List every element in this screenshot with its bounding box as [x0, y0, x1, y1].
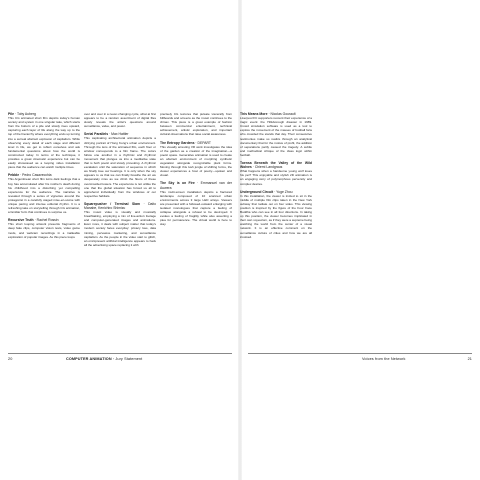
article-author: Max Hattler — [111, 132, 129, 137]
article-title: The Sky is on Fire · Emmanuel van der Auwera — [160, 181, 232, 190]
article-entry — [240, 190, 312, 239]
article-body: This CG animated short film depicts today's human society and system in one singular take, which starts from the bottom of a pile and slowly rises upward, capturing each layer of life along the way up to the top of the hierarchy where everything ends up turning into a surreal abstract explosion of capitalism. While observing every detail of each stage and different level in life, we get to reflect ourselves and ask fundamental questions about how the world is constructed today. In terms of the technique, it provides a great cinematic experience but can be easily showcased as a looping video installation piece that the audience can watch multiple times. — [8, 116, 80, 170]
article-title: Recursive Truth · Rachel Rossin — [8, 218, 59, 223]
article-body: over and over in a never-changing cycle, what at first appears to be a random assortment of digital files slowly reveals the artist's questions around surveillance, value, and power. — [84, 112, 156, 129]
article-title: Squarepusher / Terminal Slam · Daito Manabe, Kenichiro Shimizu — [84, 201, 156, 210]
text-column-4 — [240, 112, 312, 243]
article-author: Chiemi Landgraus — [254, 165, 283, 170]
article-entry — [84, 132, 156, 198]
article-body: This short looping artwork presents fragments of deep fake clips, computer vision tests, video game mods, and webcam recordings in a malleable exploration of popular images. As this piece loops — [8, 222, 80, 239]
article-body: This multi-screen installation depicts a fractured landscape composed of 10 scanned urban environments across 3 large LED arrays. Viewers are presented with a followed-outward enlarging with isolated monologues that capture a feeling of collapse alongside a refusal to be destroyed. It evokes a feeling of fragility while also asserting a plea for permanence. The virtual world is here to stay. — [160, 189, 232, 227]
article-body: This visually arresting VR work investigates the idea of the garden as a creation of the imagination—a poetic space. Generative animation is used to create an abstract environment of morphing synthetic vegetation alongside recognizable plant forms. Moving through this lush jungle of shifting forms, the viewer experiences a host of poetry—spoken and visual. — [160, 144, 232, 178]
right-page-number: 21 — [467, 357, 472, 361]
article-body: In this installation, the viewer is invited to sit in the middle of multiple film clips taken in the New York subway that radiate out on four sides. This viewing position is inspired by the figure of the Four Face Buddha who can see in all four directions. In taking up this position, the viewer becomes implicated in their own voyeurism, as if they were a supreme being watching the world from the center of a visual network. It is an effective comment on the surveillance culture of cities and how we are all involved. — [240, 193, 312, 239]
article-author: DEPART — [197, 140, 211, 145]
article-title: The Entropy Gardens · DEPART — [160, 140, 211, 145]
left-page-section: COMPUTER ANIMATION · Jury Statement — [66, 357, 143, 361]
article-title: This Means More · Nicolas Gourault — [240, 112, 296, 116]
article-author: Pedro Casavecchia — [22, 173, 52, 178]
article-author: Toby Auberg — [17, 112, 36, 116]
left-page-number: 20 — [8, 357, 13, 361]
text-column-3 — [160, 112, 232, 230]
article-body: Liverpool FC supporters recount their experience of a tragic event: the Hillsborough disaster in 1989. Crowd simulation software is used as a tool to explore the movement of the masses of football fans who crowded the stands that day. Their consecutive testimonies make us realize through an analytical documentary that for the motive of profit, the addition of separations partly caused the tragedy. A subtle and methodical critique of the class logic within football. — [240, 116, 312, 157]
article-body: What happens when a handsome young wolf loses his pet? This enjoyable and stylish 2D animation is an engaging story of polymorphous perversity and complex desires. — [240, 169, 312, 186]
article-entry — [240, 161, 312, 186]
article-author: Emmanuel van der Auwera — [160, 181, 232, 190]
article-body: This captivating architectural animation depicts a dizzying portrait of Hong Kong's urban environment. Through the lens of the animated film, each floor or window corresponds to a film frame. The colors follow one another in a rhythmic and rhythmic movement that plunges us into a meditative state that is both poetic and slowly provoking. A rhythmic escalation until the saturation of sequence in which we finally lose our bearings. It is only when the sky appears to us that we can finally breathe the air we desperately miss as we climb the floors of these overcrowded towers. The experience is not unlike the one that the global situation has forced us all to apprehend individually from the windows of our respective habitats. — [84, 136, 156, 198]
article-title: Toensa Beneath the Valley of the Wild Wolves · Chiemi Landgraus — [240, 161, 312, 170]
article-entry — [160, 141, 232, 178]
right-page-section: Voices from the Network — [362, 357, 406, 361]
left-page-footer — [8, 353, 232, 361]
article-body: This music video is visually and musically breathtaking, employing a mix of live-action footage and computer-generated images and animations. Even more, it deals with subject matter that today's modern society faces everyday: privacy loss, data mining, pervasive marketing, and surveillance capitalism. As the people in the video start to glitch, an omnipresent artificial intelligence appears to hack all the advertising space replacing it with — [84, 210, 156, 247]
article-author: Rachel Rossin — [36, 218, 59, 223]
article-author: Daito Manabe, Kenichiro Shimizu — [84, 201, 156, 210]
article-body: precisely CG textures that pulsate viscerally from billboards and screens as the music continues to the climax. This piece is a great example of fashion between commercial entertainment, technical achievement, artistic exploration, and important cultural observations that raise social awareness. — [160, 112, 232, 137]
article-entry — [160, 112, 232, 137]
right-page-footer — [248, 353, 472, 361]
article-title: Serial Parallels · Max Hattler — [84, 132, 129, 137]
article-entry — [8, 112, 80, 169]
article-entry — [160, 181, 232, 226]
article-title: Pile · Toby Auberg — [8, 112, 36, 116]
article-author: Yuge Zhou — [276, 189, 293, 194]
article-entry — [84, 202, 156, 247]
article-author: Nicolas Gourault — [270, 112, 296, 116]
article-body: This Argentinean short film turns dark feelings that a boy has accumulated after his mother's death during his childhood into a disturbing yet compelling experience for the audience. The narrative is revealed through a series of vignettes around the protagonist in a carefully staged mise-en-scène with unique pacing and intense editorial rhythm. It is a refreshing take on storytelling through CG animation, a familiar form that continues to surprise us. — [8, 177, 80, 215]
article-title: Underground Circuit · Yuge Zhou — [240, 189, 293, 194]
article-title: Pebble · Pedro Casavecchia — [8, 173, 52, 178]
article-entry — [8, 173, 80, 214]
article-entry — [240, 112, 312, 157]
text-column-1 — [8, 112, 80, 243]
text-column-2 — [84, 112, 156, 251]
article-entry — [84, 112, 156, 128]
article-entry — [8, 218, 80, 238]
